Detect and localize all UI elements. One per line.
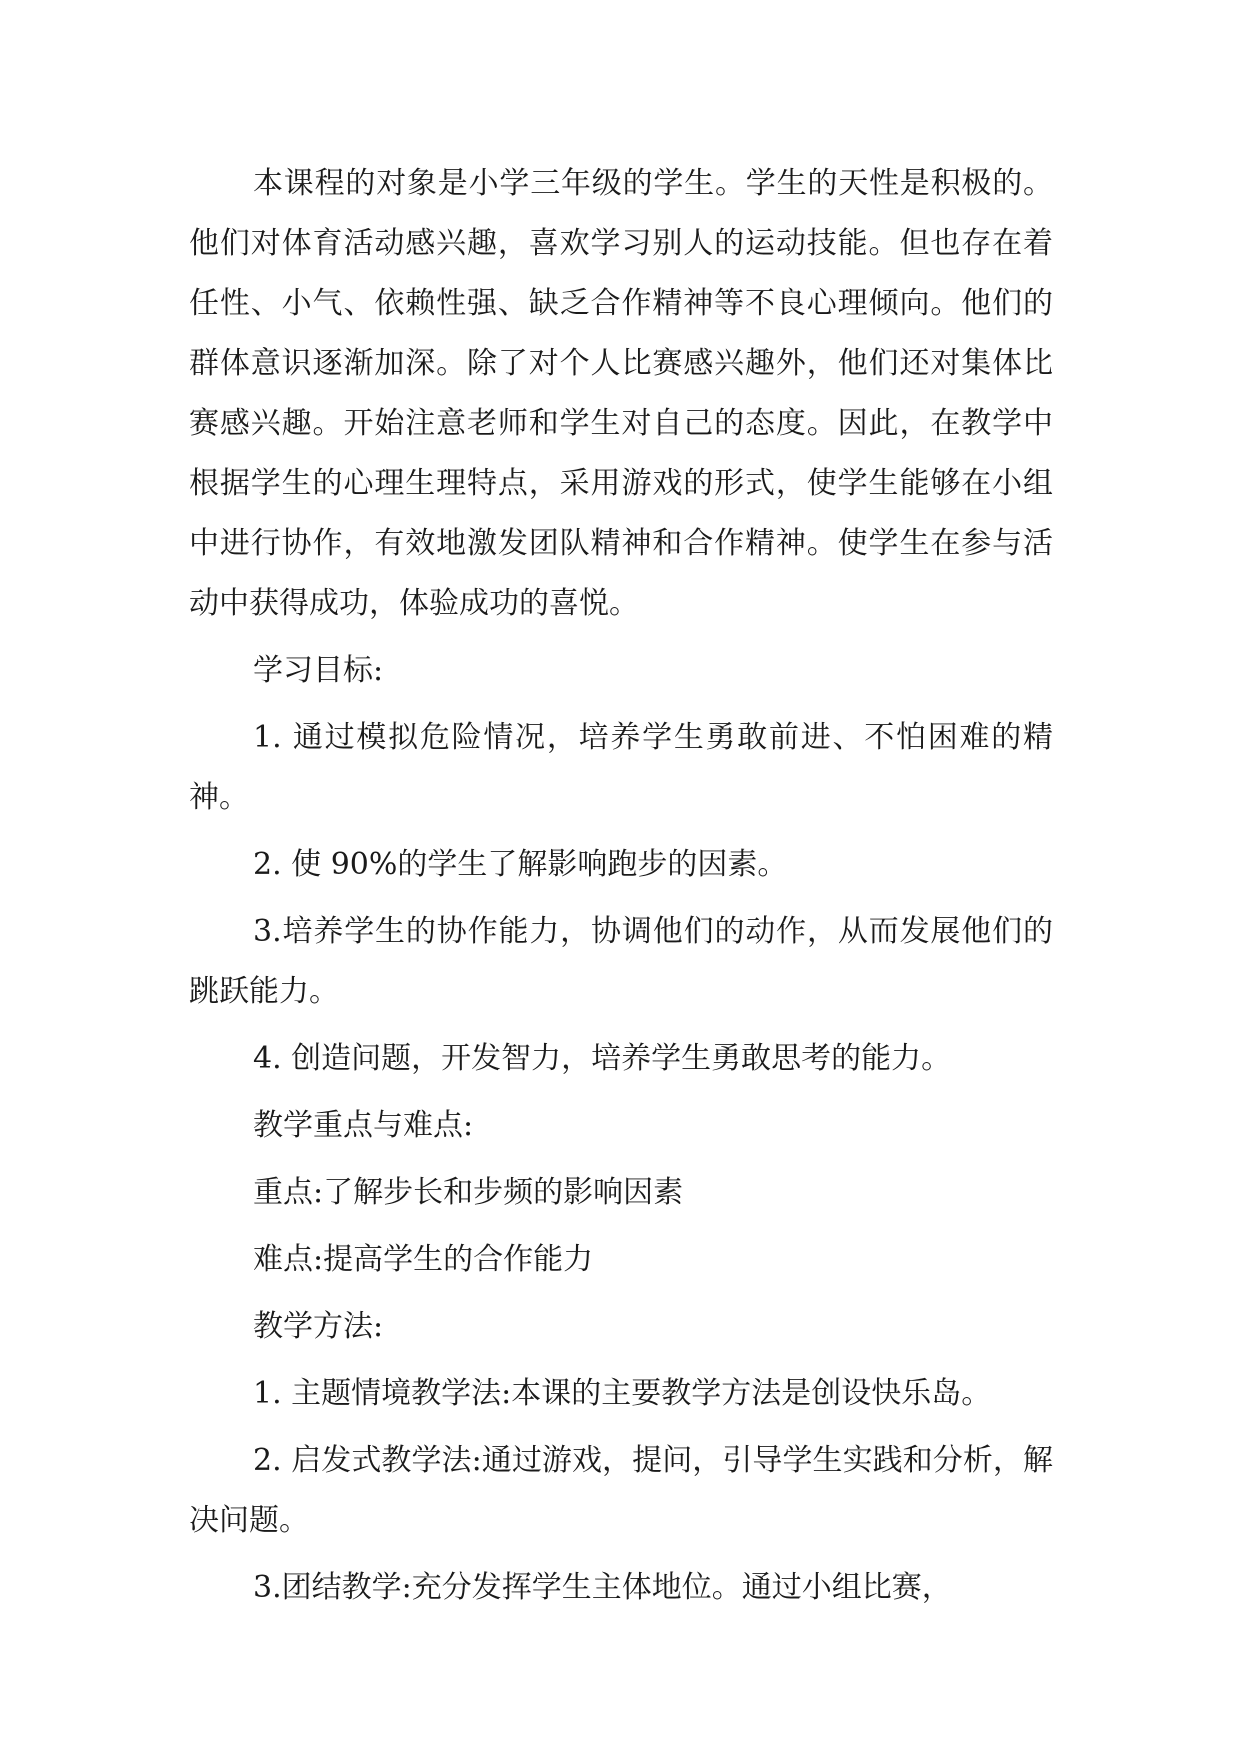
intro-paragraph: 本课程的对象是小学三年级的学生。学生的天性是积极的。他们对体育活动感兴趣，喜欢学习别人的运动技能。但也存在着任性、小气、依赖性强、缺乏合作精神等不良心理倾向。他们的群体意识逐渐加深。除了对个人比赛感兴趣外，他们还对集体比赛感兴趣。开始注意老师和学生对自己的态度。因此，在教学中根据学生的心理生理特点，采用游戏的形式，使学生能够在小组中进行协作，有效地激发团队精神和合作精神。使学生在参与活动中获得成功，体验成功的喜悦。 <box>189 166 1053 621</box>
goal-item-4: 4. 创造问题，开发智力，培养学生勇敢思考的能力。 <box>253 1041 952 1076</box>
document-body <box>189 154 1053 1625</box>
method-item-1: 1. 主题情境教学法:本课的主要教学方法是创设快乐岛。 <box>253 1376 992 1411</box>
goal-item-1: 1. 通过模拟危险情况，培养学生勇敢前进、不怕困难的精神。 <box>189 720 1053 815</box>
goal-item-3: 3.培养学生的协作能力，协调他们的动作，从而发展他们的跳跃能力。 <box>189 914 1053 1009</box>
difficult-point: 难点:提高学生的合作能力 <box>253 1242 594 1277</box>
method-item-3: 3.团结教学:充分发挥学生主体地位。通过小组比赛， <box>253 1570 952 1605</box>
method-item-2: 2. 启发式教学法:通过游戏，提问，引导学生实践和分析，解决问题。 <box>189 1443 1053 1538</box>
teaching-methods-heading: 教学方法: <box>253 1309 384 1344</box>
key-points-heading: 教学重点与难点: <box>253 1108 474 1143</box>
key-point: 重点:了解步长和步频的影响因素 <box>253 1175 684 1210</box>
learning-goals-heading: 学习目标: <box>253 653 384 688</box>
goal-item-2: 2. 使 90%的学生了解影响跑步的因素。 <box>253 847 788 882</box>
